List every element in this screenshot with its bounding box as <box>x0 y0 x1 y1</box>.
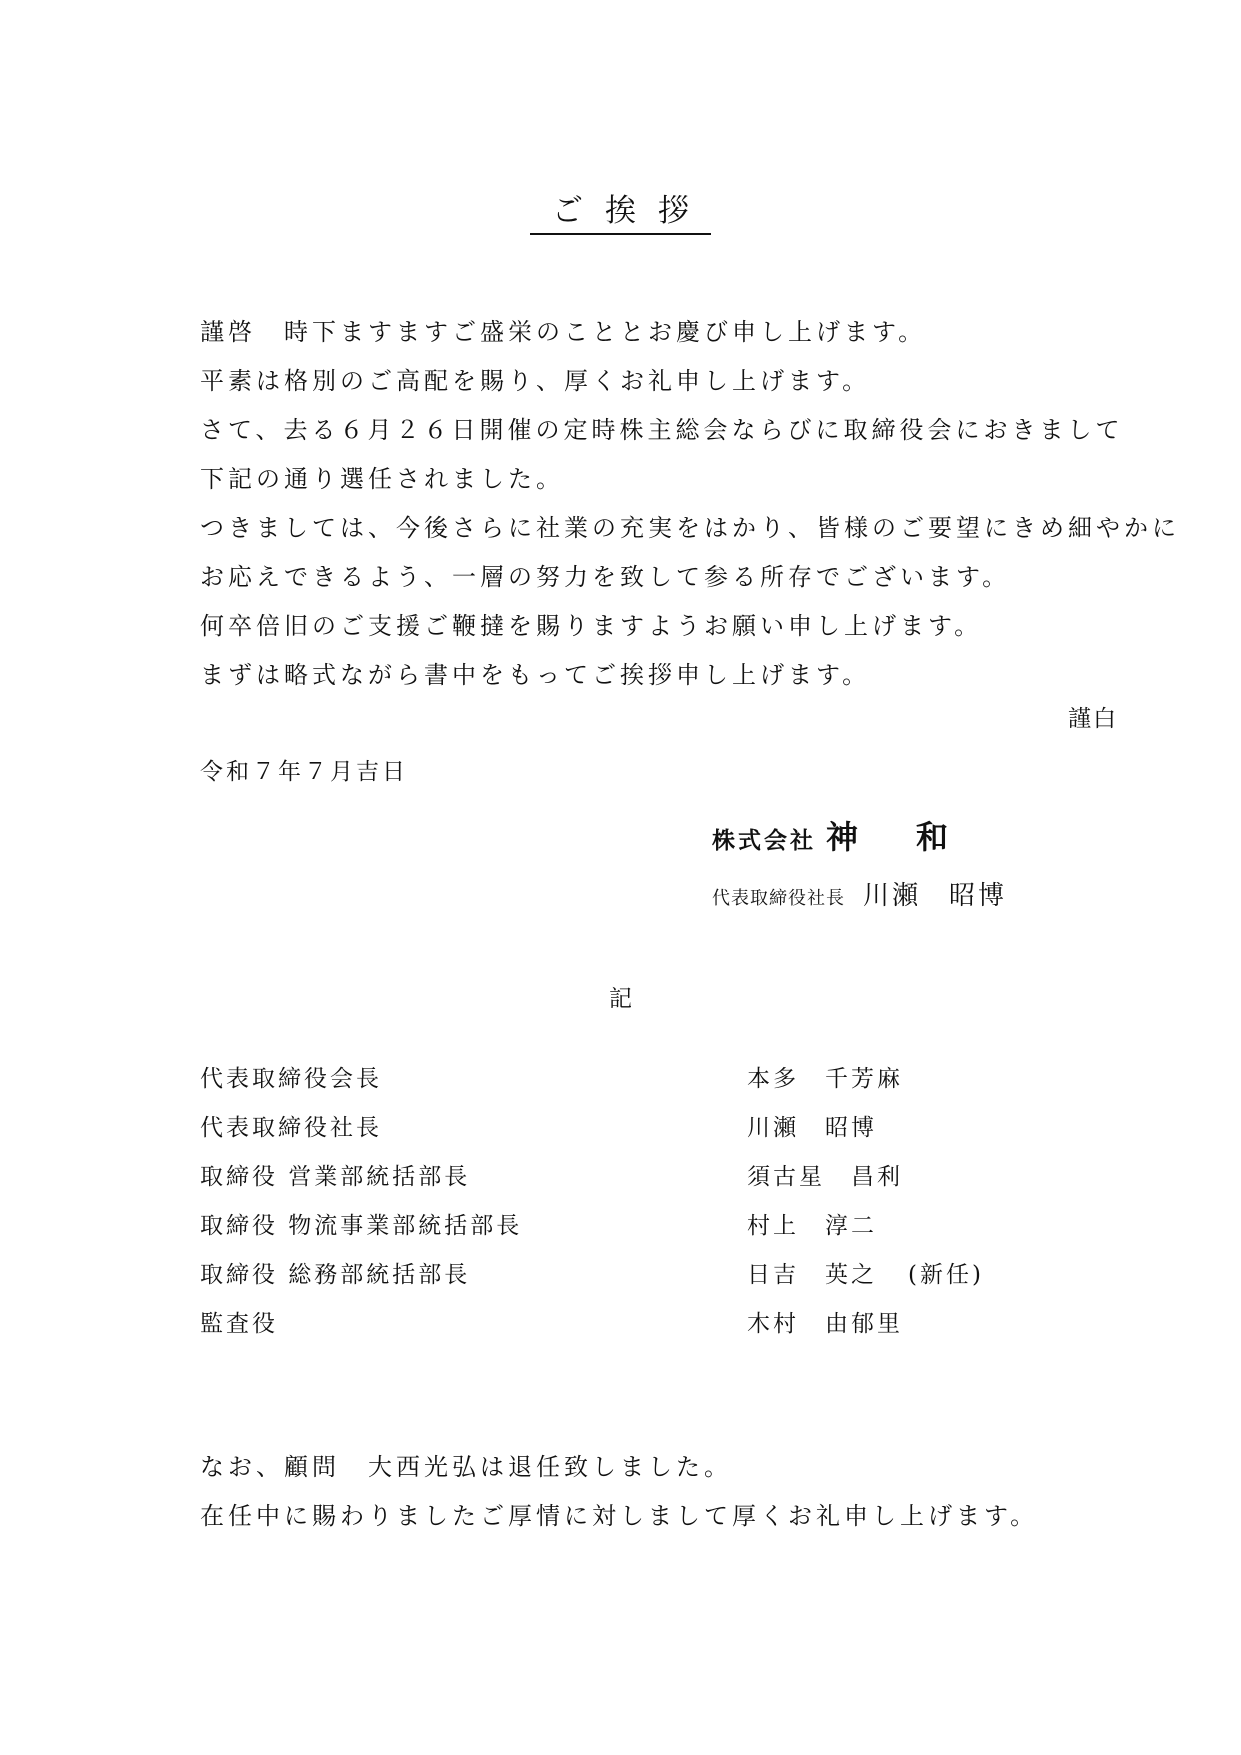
officer-position: 代表取締役社長 <box>200 1115 382 1141</box>
greeting-body <box>200 308 1180 700</box>
officer-position: 取締役 物流事業部統括部長 <box>200 1213 523 1239</box>
company-brand: 神和 <box>826 818 1007 856</box>
officer-name <box>747 1251 877 1300</box>
officer-given-name: 昭博 <box>825 1115 877 1141</box>
officer-position: 取締役 総務部統括部長 <box>200 1262 471 1288</box>
officer-row <box>200 1153 1100 1202</box>
greeting-line: 何卒倍旧のご支援ご鞭撻を賜りますようお願い申し上げます。 <box>200 612 983 640</box>
officer-name <box>747 1153 903 1202</box>
officer-row <box>200 1055 1100 1104</box>
footer-line: なお、顧問 大西光弘は退任致しました。 <box>200 1453 732 1481</box>
signer-role: 代表取締役社長 <box>712 888 845 909</box>
officer-position: 代表取締役会長 <box>200 1066 382 1092</box>
officer-given-name: 昌利 <box>851 1164 903 1190</box>
officer-name <box>747 1202 877 1251</box>
greeting-line: 下記の通り選任されました。 <box>200 465 564 493</box>
officer-family-name: 川瀬 <box>747 1115 799 1141</box>
officer-family-name: 村上 <box>747 1213 799 1239</box>
officer-row <box>200 1104 1100 1153</box>
officer-given-name: 英之 <box>825 1262 877 1288</box>
signer <box>712 875 1007 912</box>
officer-position: 監査役 <box>200 1311 278 1337</box>
issue-date: 令和７年７月吉日 <box>200 759 408 785</box>
ki-heading: 記 <box>609 986 632 1012</box>
officer-given-name: 由郁里 <box>825 1311 903 1337</box>
greeting-line: つきましては、今後さらに社業の充実をはかり、皆様のご要望にきめ細やかに <box>200 514 1180 542</box>
closing-word: 謹白 <box>1068 706 1118 732</box>
greeting-line: 平素は格別のご高配を賜り、厚くお礼申し上げます。 <box>200 367 871 395</box>
officer-row <box>200 1202 1100 1251</box>
officer-family-name: 須古星 <box>747 1164 825 1190</box>
greeting-line: まずは略式ながら書中をもってご挨拶申し上げます。 <box>200 661 871 689</box>
greeting-line: お応えできるよう、一層の努力を致して参る所存でございます。 <box>200 563 1011 591</box>
officer-note: (新任) <box>908 1262 984 1288</box>
greeting-line: さて、去る６月２６日開催の定時株主総会ならびに取締役会におきまして <box>200 416 1124 444</box>
officer-family-name: 本多 <box>747 1066 799 1092</box>
company-name <box>712 812 1006 858</box>
title-text: ご挨拶 <box>530 196 711 235</box>
signer-family-name: 川瀬 <box>863 881 922 911</box>
company-prefix: 株式会社 <box>712 828 816 854</box>
officer-given-name: 千芳麻 <box>825 1066 903 1092</box>
officer-family-name: 木村 <box>747 1311 799 1337</box>
officer-position: 取締役 営業部統括部長 <box>200 1164 471 1190</box>
officer-name <box>747 1104 877 1153</box>
officer-name <box>747 1300 903 1349</box>
page-title <box>0 193 1241 235</box>
officer-name <box>747 1055 903 1104</box>
officer-row <box>200 1251 1100 1300</box>
signer-given-name: 昭博 <box>949 881 1008 911</box>
officer-list <box>200 1055 1100 1349</box>
footer-note <box>200 1443 1100 1541</box>
officer-family-name: 日吉 <box>747 1262 799 1288</box>
officer-row <box>200 1300 1100 1349</box>
signer-name <box>863 881 1007 911</box>
officer-given-name: 淳二 <box>825 1213 877 1239</box>
footer-line: 在任中に賜わりましたご厚情に対しまして厚くお礼申し上げます。 <box>200 1502 1039 1530</box>
greeting-line: 謹啓 時下ますますご盛栄のこととお慶び申し上げます。 <box>200 318 927 346</box>
